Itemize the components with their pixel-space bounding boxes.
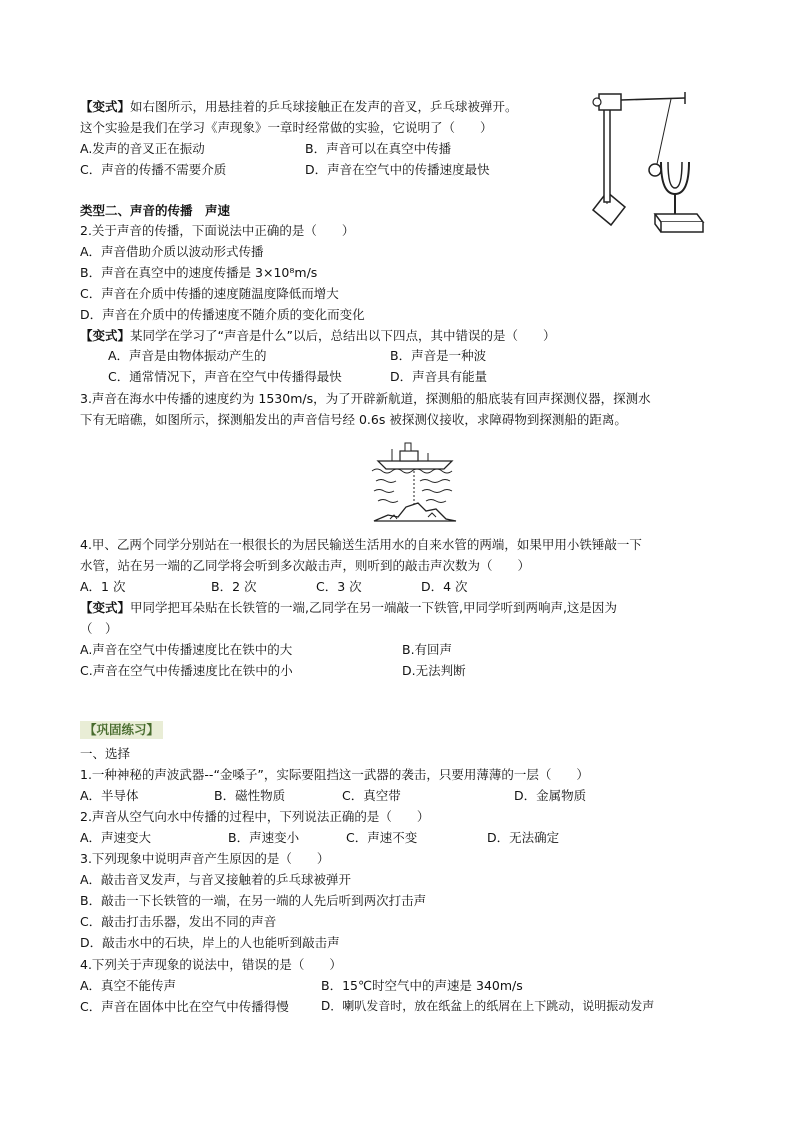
p4-option-b: B．15℃时空气中的声速是 340m/s [321, 978, 523, 993]
p4-option-c: C．声音在固体中比在空气中传播得慢 [80, 999, 289, 1014]
practice-q1: 1.一种神秘的声波武器--“金嗓子”，实际要阻挡这一武器的袭击，只要用薄薄的一层（ ） [80, 767, 589, 782]
variant-1-line2: 这个实验是我们在学习《声现象》一章时经常做的实验，它说明了（ ） [80, 120, 493, 135]
variant-1-line1: 【变式】如右图所示，用悬挂着的乒乓球接触正在发声的音叉，乒乓球被弹开。 [80, 99, 518, 114]
part-heading: 一、选择 [80, 746, 131, 761]
p3-option-d: D．敲击水中的石块，岸上的人也能听到敲击声 [80, 935, 340, 950]
p3-option-c: C．敲击打击乐器，发出不同的声音 [80, 914, 277, 929]
v4-option-c: C.声音在空气中传播速度比在铁中的小 [80, 663, 293, 678]
p2-option-d: D．无法确定 [487, 830, 560, 845]
option-a: A.发声的音叉正在振动 [80, 141, 205, 156]
practice-q2: 2.声音从空气向水中传播的过程中，下列说法正确的是（ ） [80, 809, 430, 824]
question-3-line1: 3.声音在海水中传播的速度约为 1530m/s，为了开辟新航道，探测船的船底装有回声探测仪器，探测水 [80, 391, 651, 406]
option-d: D．声音在空气中的传播速度最快 [305, 162, 490, 177]
p4-option-d: D．喇叭发音时，放在纸盆上的纸屑在上下跳动，说明振动发声 [321, 999, 655, 1013]
q2-option-d: D．声音在介质中的传播速度不随介质的变化而变化 [80, 307, 365, 322]
practice-q4: 4.下列关于声现象的说法中，错误的是（ ） [80, 957, 342, 972]
v4-option-d: D.无法判断 [402, 663, 466, 678]
q2-option-a: A．声音借助介质以波动形式传播 [80, 244, 264, 259]
practice-badge: 【巩固练习】 [80, 721, 163, 739]
p3-option-a: A．敲击音叉发声，与音叉接触着的乒乓球被弹开 [80, 872, 352, 887]
practice-q3: 3.下列现象中说明声音产生原因的是（ ） [80, 851, 330, 866]
p2-option-b: B．声速变小 [228, 830, 300, 845]
ship-sonar-figure [370, 435, 460, 527]
q4-option-d: D．4 次 [421, 579, 468, 594]
p4-option-a: A．真空不能传声 [80, 978, 177, 993]
variant-2: 【变式】某同学在学习了“声音是什么”以后，总结出以下四点，其中错误的是（ ） [80, 328, 556, 343]
section-heading: 类型二、声音的传播 声速 [80, 203, 231, 218]
q2-option-b: B．声音在真空中的速度传播是 3×10⁸m/s [80, 265, 318, 280]
v2-option-d: D．声音具有能量 [390, 369, 488, 384]
option-c: C．声音的传播不需要介质 [80, 162, 227, 177]
p1-option-a: A．半导体 [80, 788, 139, 803]
question-2: 2.关于声音的传播，下面说法中正确的是（ ） [80, 223, 355, 238]
q4-option-a: A．1 次 [80, 579, 126, 594]
p2-option-a: A．声速变大 [80, 830, 152, 845]
variant-tag: 【变式】 [80, 99, 131, 114]
q4-option-b: B．2 次 [211, 579, 257, 594]
v2-option-a: A．声音是由物体振动产生的 [108, 348, 267, 363]
v4-option-a: A.声音在空气中传播速度比在铁中的大 [80, 642, 293, 657]
q4-option-c: C．3 次 [316, 579, 362, 594]
p1-option-d: D．金属物质 [514, 788, 587, 803]
q2-option-c: C．声音在介质中传播的速度随温度降低而增大 [80, 286, 339, 301]
v2-option-c: C．通常情况下，声音在空气中传播得最快 [108, 369, 342, 384]
variant-4-line1: 【变式】甲同学把耳朵贴在长铁管的一端,乙同学在另一端敲一下铁管,甲同学听到两响声,这是因为 [80, 600, 617, 615]
option-b: B．声音可以在真空中传播 [305, 141, 452, 156]
question-4-line1: 4.甲、乙两个同学分别站在一根很长的为居民输送生活用水的自来水管的两端，如果甲用小铁锤敲一下 [80, 537, 642, 552]
p3-option-b: B．敲击一下长铁管的一端，在另一端的人先后听到两次打击声 [80, 893, 427, 908]
p1-option-c: C．真空带 [342, 788, 401, 803]
p1-option-b: B．磁性物质 [214, 788, 286, 803]
question-3-line2: 下有无暗礁，如图所示，探测船发出的声音信号经 0.6s 被探测仪接收，求障碍物到探测船的距离。 [80, 412, 627, 427]
tuning-fork-figure [585, 82, 710, 242]
question-4-line2: 水管，站在另一端的乙同学将会听到多次敲击声，则听到的敲击声次数为（ ） [80, 558, 531, 573]
variant-4-line2: （ ） [80, 621, 118, 636]
v2-option-b: B．声音是一种波 [390, 348, 487, 363]
p2-option-c: C．声速不变 [346, 830, 418, 845]
v4-option-b: B.有回声 [402, 642, 453, 657]
